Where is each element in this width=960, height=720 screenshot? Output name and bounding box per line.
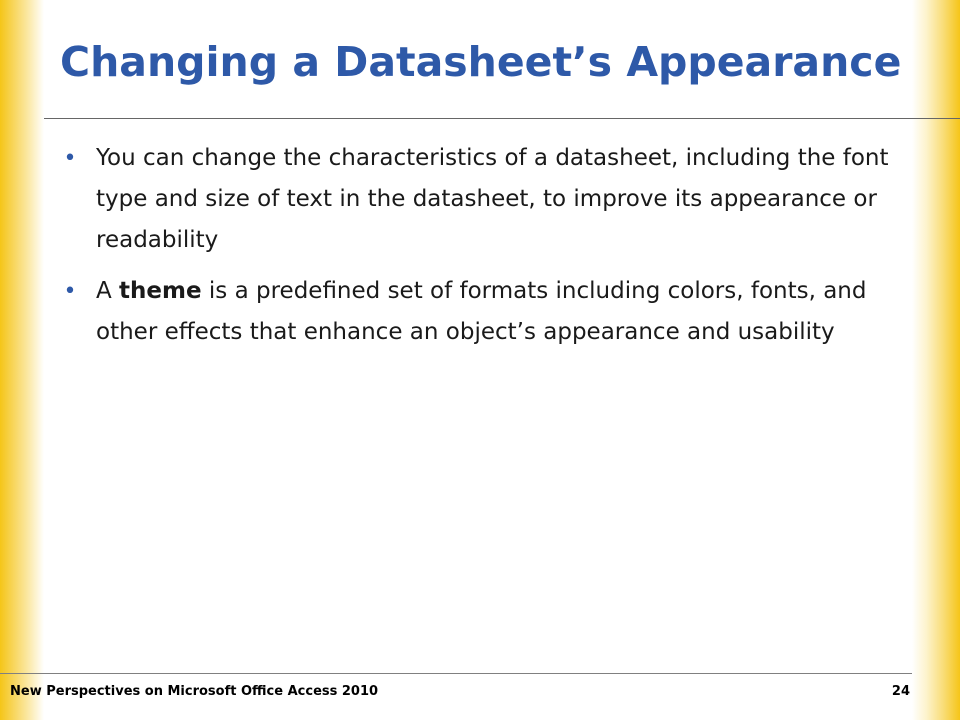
bullet-text-post: is a predefined set of formats including colors, fonts, and other effects that enhance an object’s appearance and usability	[96, 278, 867, 345]
bullet-dot-icon: •	[63, 146, 77, 171]
bullet-text-pre: A	[96, 278, 120, 304]
bullet-item-2	[60, 271, 890, 353]
slide-title: Changing a Datasheet’s Appearance	[60, 38, 902, 86]
page-number: 24	[891, 684, 910, 699]
right-decorative-bar	[912, 0, 960, 720]
footer-divider	[0, 673, 912, 674]
bullet-dot-icon: •	[63, 279, 77, 304]
title-divider	[44, 118, 960, 119]
bullet-list	[60, 138, 890, 363]
bullet-item-1	[60, 138, 890, 261]
footer-source: New Perspectives on Microsoft Office Access 2010	[10, 684, 379, 699]
bullet-text: You can change the characteristics of a datasheet, including the font type and size of text in the datasheet, to improve its appearance or readability	[96, 145, 889, 253]
left-decorative-bar	[0, 0, 44, 720]
bullet-term-theme: theme	[119, 278, 202, 304]
